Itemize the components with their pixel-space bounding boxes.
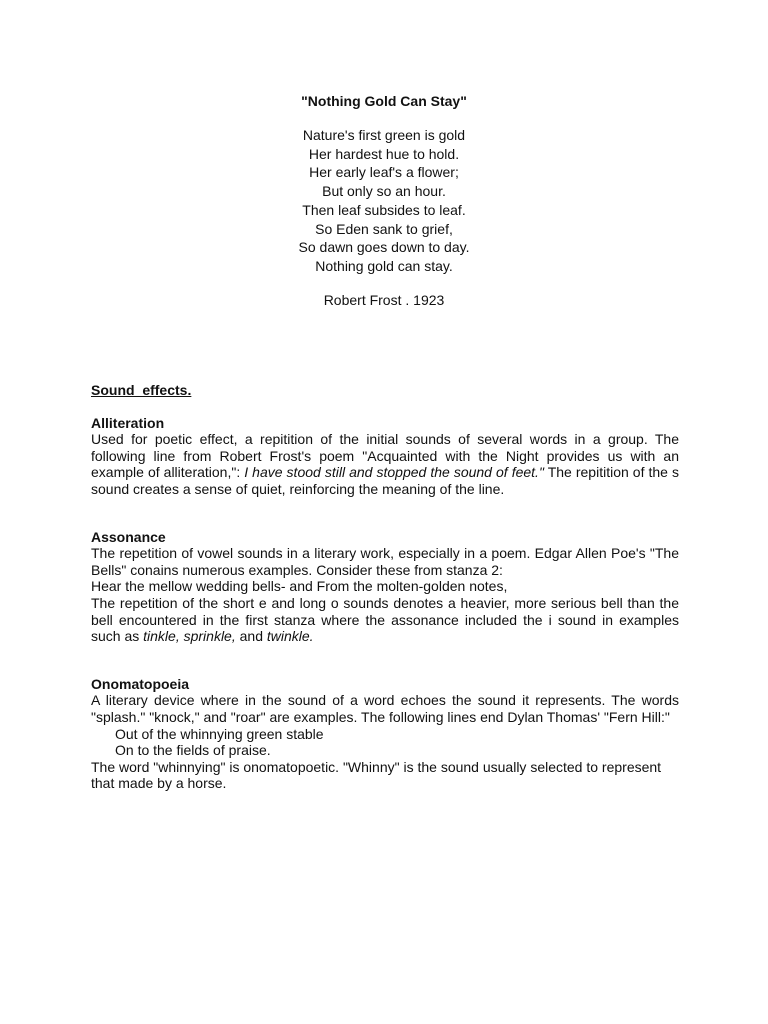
assonance-explanation [91, 595, 679, 645]
poem-line: Nothing gold can stay. [315, 257, 453, 274]
alliteration-paragraph [91, 431, 679, 497]
onomatopoeia-intro: A literary device where in the sound of a word echoes the sound it represents. The words "splash." "knock," and "roar" are examples. The following lines end Dylan Thomas' "Fern Hill:" [91, 692, 679, 725]
onomatopoeia-verse-line: On to the fields of praise. [115, 742, 271, 759]
alliteration-heading: Alliteration [91, 414, 165, 431]
assonance-example-line: Hear the mellow wedding bells- and From the molten-golden notes, [91, 578, 508, 595]
assonance-heading: Assonance [91, 528, 166, 545]
alliteration-text-before: Used for poetic effect, a repitition of the initial sounds of several words in a group. The following line from Robert Frost's poem "Acquainted with the Night provides us with an example of alliteration,": [91, 431, 679, 481]
poem-author: Robert Frost . 1923 [323, 291, 445, 308]
assonance-last-example: twinkle. [266, 628, 314, 645]
poem-line: Nature's first green is gold [302, 127, 466, 143]
onomatopoeia-verse-line: Out of the whinnying green stable [115, 725, 324, 742]
poem-line: So Eden sank to grief, [315, 220, 453, 237]
poem-line: Her hardest hue to hold. [308, 145, 460, 162]
onomatopoeia-conclusion: The word "whinnying" is onomatopoetic. "Whinny" is the sound usually selected to represent that made by a horse. [91, 758, 662, 792]
sound-effects-section [91, 382, 679, 792]
section-heading: Sound effects. [91, 382, 192, 398]
assonance-explanation-text: The repetition of the short e and long o sounds denotes a heavier, more serious bell than the bell encountered in the first stanza where the assonance included the i sound in examples such as [91, 594, 679, 645]
assonance-and-word: and [235, 628, 267, 645]
spacer [91, 645, 679, 676]
poem-line: Her early leaf's a flower; [309, 164, 459, 181]
poem-line: Then leaf subsides to leaf. [302, 201, 466, 218]
alliteration-text-after: The repitition of the s sound creates a sense of quiet, reinforcing the meaning of the line. [91, 464, 679, 497]
assonance-examples: tinkle, sprinkle, [143, 628, 236, 645]
alliteration-quote: I have stood still and stopped the sound of feet." [244, 464, 544, 481]
spacer [91, 399, 679, 415]
poem-title: "Nothing Gold Can Stay" [301, 93, 467, 109]
poem-line: But only so an hour. [322, 183, 446, 200]
assonance-intro: The repetition of vowel sounds in a literary work, especially in a poem. Edgar Allen Poe's "The Bells" conains numerous examples. Consider these from stanza 2: [91, 545, 679, 578]
onomatopoeia-heading: Onomatopoeia [91, 675, 190, 692]
poem-line: So dawn goes down to day. [298, 239, 470, 256]
poem-block [0, 92, 768, 323]
poem-lines [0, 126, 768, 276]
spacer [91, 498, 679, 529]
